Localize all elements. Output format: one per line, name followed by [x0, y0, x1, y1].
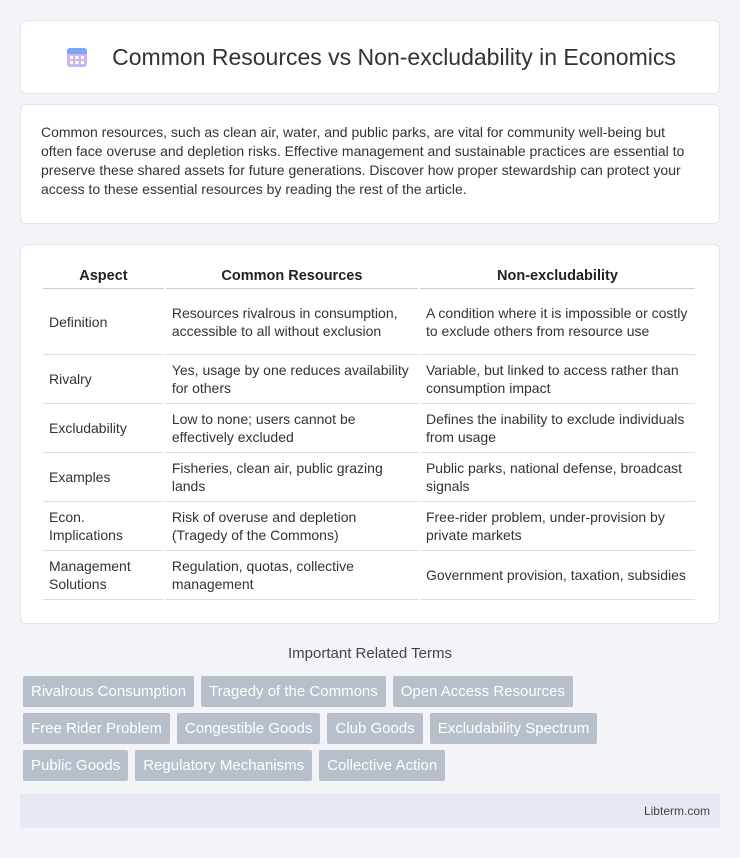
table-cell: Resources rivalrous in consumption, accessible to all without exclusion	[166, 289, 418, 355]
site-link[interactable]: Libterm.com	[643, 804, 710, 818]
comparison-table-card	[20, 244, 720, 624]
tag-row	[23, 676, 723, 707]
table-cell: A condition where it is impossible or costly to exclude others from resource use	[420, 289, 695, 355]
table-cell: Low to none; users cannot be effectively excluded	[166, 404, 418, 453]
table-row	[43, 502, 695, 551]
table-cell: Management Solutions	[43, 551, 164, 600]
table-cell: Regulation, quotas, collective management	[166, 551, 418, 600]
column-header: Aspect	[43, 263, 164, 289]
table-cell: Variable, but linked to access rather than consumption impact	[420, 355, 695, 404]
table-row	[43, 289, 695, 355]
related-term-tag[interactable]: Club Goods	[327, 713, 422, 744]
table-row	[43, 404, 695, 453]
table-cell: Fisheries, clean air, public grazing lands	[166, 453, 418, 502]
table-row	[43, 551, 695, 600]
intro-text: Common resources, such as clean air, water, and public parks, are vital for community well-being but often face overuse and depletion risks. Effective management and sustainable practices are essential to preserve these shared assets for future generations. Discover how proper stewardship can protect your access to these essential resources by reading the rest of the article.	[41, 124, 685, 197]
table-cell: Free-rider problem, under-provision by private markets	[420, 502, 695, 551]
tag-row	[23, 750, 723, 781]
related-term-tag[interactable]: Excludability Spectrum	[430, 713, 598, 744]
table-cell: Public parks, national defense, broadcast signals	[420, 453, 695, 502]
table-header-row	[43, 263, 695, 289]
intro-card	[20, 104, 720, 224]
table-cell: Econ. Implications	[43, 502, 164, 551]
related-term-tag[interactable]: Open Access Resources	[393, 676, 573, 707]
table-cell: Rivalry	[43, 355, 164, 404]
table-cell: Examples	[43, 453, 164, 502]
table-cell: Risk of overuse and depletion (Tragedy of the Commons)	[166, 502, 418, 551]
table-row	[43, 453, 695, 502]
related-term-tag[interactable]: Free Rider Problem	[23, 713, 170, 744]
related-terms	[23, 676, 723, 787]
table-cell: Defines the inability to exclude individuals from usage	[420, 404, 695, 453]
comparison-table	[41, 263, 697, 600]
related-term-tag[interactable]: Collective Action	[319, 750, 445, 781]
related-term-tag[interactable]: Regulatory Mechanisms	[135, 750, 312, 781]
calendar-icon	[64, 44, 90, 70]
related-term-tag[interactable]: Public Goods	[23, 750, 128, 781]
title-card	[20, 20, 720, 94]
table-cell: Government provision, taxation, subsidies	[420, 551, 695, 600]
column-header: Common Resources	[166, 263, 418, 289]
column-header: Non-excludability	[420, 263, 695, 289]
related-terms-title: Important Related Terms	[288, 645, 452, 662]
related-term-tag[interactable]: Tragedy of the Commons	[201, 676, 386, 707]
table-cell: Definition	[43, 289, 164, 355]
related-term-tag[interactable]: Congestible Goods	[177, 713, 321, 744]
footer	[20, 794, 720, 828]
page-title: Common Resources vs Non-excludability in Economics	[112, 43, 676, 70]
table-cell: Yes, usage by one reduces availability for others	[166, 355, 418, 404]
table-row	[43, 355, 695, 404]
table-cell: Excludability	[43, 404, 164, 453]
related-term-tag[interactable]: Rivalrous Consumption	[23, 676, 194, 707]
tag-row	[23, 713, 723, 744]
